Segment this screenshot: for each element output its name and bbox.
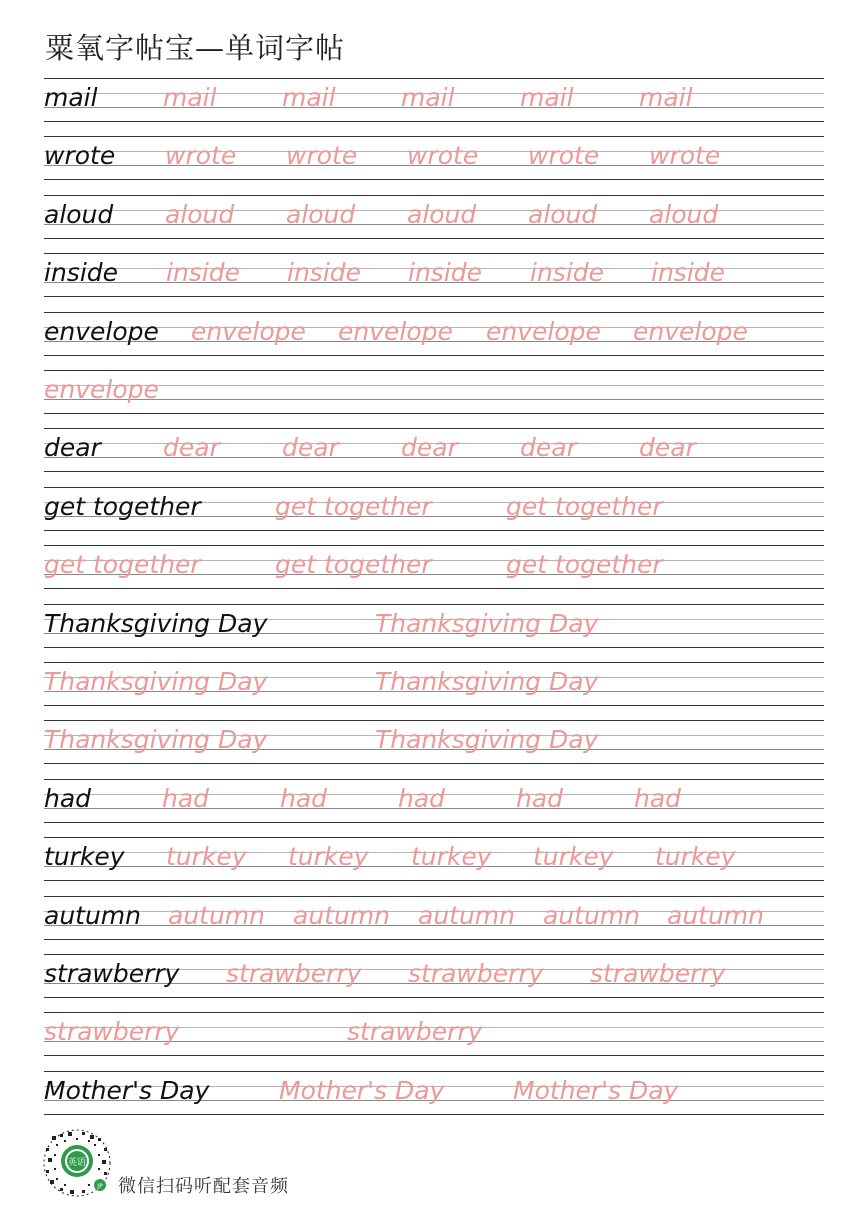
trace-word: had bbox=[162, 783, 210, 813]
trace-word: Mother's Day bbox=[513, 1075, 679, 1105]
row-bottom-line bbox=[44, 1055, 824, 1056]
trace-word: dear bbox=[282, 433, 339, 463]
row-mid-line bbox=[44, 385, 824, 386]
row-top-line bbox=[44, 720, 824, 721]
model-word: wrote bbox=[44, 141, 116, 171]
trace-word: Thanksgiving Day bbox=[375, 608, 599, 638]
trace-word: aloud bbox=[286, 199, 356, 229]
trace-word: mail bbox=[520, 83, 574, 112]
trace-word: turkey bbox=[411, 842, 492, 872]
row-bottom-line bbox=[44, 705, 824, 706]
row-top-line bbox=[44, 837, 824, 838]
trace-word: aloud bbox=[649, 199, 719, 229]
trace-word: had bbox=[634, 783, 682, 813]
row-bottom-line bbox=[44, 179, 824, 180]
trace-word: strawberry bbox=[347, 1017, 483, 1047]
trace-word: autumn bbox=[168, 900, 266, 930]
qr-caption: 微信扫码听配套音频 bbox=[118, 1176, 289, 1197]
trace-word: turkey bbox=[166, 842, 247, 872]
model-word: get together bbox=[44, 491, 201, 521]
trace-word: Mother's Day bbox=[279, 1075, 445, 1105]
trace-word: get together bbox=[275, 550, 432, 580]
trace-word: turkey bbox=[655, 842, 736, 872]
row-top-line bbox=[44, 545, 824, 546]
trace-word: envelope bbox=[486, 316, 601, 346]
trace-word: inside bbox=[651, 258, 726, 288]
trace-word: strawberry bbox=[408, 959, 544, 988]
trace-word: mail bbox=[401, 83, 455, 112]
row-bottom-line bbox=[44, 530, 824, 531]
trace-word: inside bbox=[166, 258, 241, 288]
trace-word: inside bbox=[287, 258, 362, 288]
row-bottom-line bbox=[44, 822, 824, 823]
row-top-line bbox=[44, 487, 824, 488]
row-bottom-line bbox=[44, 588, 824, 589]
trace-word: wrote bbox=[286, 141, 358, 171]
row-top-line bbox=[44, 1071, 824, 1072]
row-bottom-line bbox=[44, 763, 824, 764]
row-bottom-line bbox=[44, 471, 824, 472]
trace-word: strawberry bbox=[590, 959, 726, 988]
svg-text:JP: JP bbox=[97, 1183, 103, 1190]
trace-word: wrote bbox=[407, 141, 479, 171]
trace-word: inside bbox=[408, 258, 483, 288]
trace-word: strawberry bbox=[226, 959, 362, 988]
trace-word: aloud bbox=[407, 199, 477, 229]
trace-word: wrote bbox=[649, 141, 721, 171]
row-top-line bbox=[44, 136, 824, 137]
trace-word: autumn bbox=[293, 900, 391, 930]
row-bottom-line bbox=[44, 647, 824, 648]
trace-word: wrote bbox=[528, 141, 600, 171]
trace-word: autumn bbox=[667, 900, 765, 930]
trace-word: get together bbox=[506, 550, 663, 580]
model-word: mail bbox=[44, 83, 98, 112]
model-word: turkey bbox=[44, 842, 125, 872]
row-bottom-line bbox=[44, 413, 824, 414]
trace-word: had bbox=[516, 783, 564, 813]
row-bottom-line bbox=[44, 296, 824, 297]
trace-word: inside bbox=[530, 258, 605, 288]
trace-word: had bbox=[280, 783, 328, 813]
trace-word: autumn bbox=[418, 900, 516, 930]
trace-word: envelope bbox=[191, 316, 306, 346]
trace-word: Thanksgiving Day bbox=[375, 725, 599, 755]
trace-word: wrote bbox=[165, 141, 237, 171]
model-word: Thanksgiving Day bbox=[44, 608, 268, 638]
trace-word: mail bbox=[163, 83, 217, 112]
model-word: strawberry bbox=[44, 959, 180, 988]
model-word: envelope bbox=[44, 316, 159, 346]
trace-word: dear bbox=[401, 433, 458, 463]
row-top-line bbox=[44, 779, 824, 780]
trace-word: envelope bbox=[44, 375, 159, 404]
row-top-line bbox=[44, 428, 824, 429]
row-top-line bbox=[44, 312, 824, 313]
trace-word: Thanksgiving Day bbox=[44, 725, 268, 755]
trace-word: dear bbox=[520, 433, 577, 463]
row-bottom-line bbox=[44, 997, 824, 998]
trace-word: aloud bbox=[528, 199, 598, 229]
row-top-line bbox=[44, 604, 824, 605]
row-top-line bbox=[44, 195, 824, 196]
trace-word: turkey bbox=[288, 842, 369, 872]
row-top-line bbox=[44, 253, 824, 254]
trace-word: get together bbox=[44, 550, 201, 580]
page-title: 粟氧字帖宝—单词字帖 bbox=[45, 31, 346, 65]
trace-word: turkey bbox=[533, 842, 614, 872]
row-top-line bbox=[44, 954, 824, 955]
row-top-line bbox=[44, 370, 824, 371]
model-word: aloud bbox=[44, 199, 114, 229]
trace-word: mail bbox=[282, 83, 336, 112]
row-bottom-line bbox=[44, 1114, 824, 1115]
row-bottom-line bbox=[44, 238, 824, 239]
trace-word: aloud bbox=[165, 199, 235, 229]
row-top-line bbox=[44, 78, 824, 79]
trace-word: dear bbox=[163, 433, 220, 463]
model-word: inside bbox=[44, 258, 119, 288]
trace-word: had bbox=[398, 783, 446, 813]
trace-word: dear bbox=[639, 433, 696, 463]
trace-word: get together bbox=[275, 491, 432, 521]
row-top-line bbox=[44, 896, 824, 897]
trace-word: Thanksgiving Day bbox=[375, 667, 599, 696]
model-word: dear bbox=[44, 433, 101, 463]
row-base-line bbox=[44, 399, 824, 400]
trace-word: envelope bbox=[338, 316, 453, 346]
trace-word: envelope bbox=[633, 316, 748, 346]
trace-word: autumn bbox=[543, 900, 641, 930]
model-word: had bbox=[44, 783, 92, 813]
model-word: autumn bbox=[44, 900, 142, 930]
trace-word: Thanksgiving Day bbox=[44, 667, 268, 696]
row-bottom-line bbox=[44, 939, 824, 940]
model-word: Mother's Day bbox=[44, 1075, 210, 1105]
qr-badge-label: 英语 bbox=[67, 1158, 87, 1168]
row-bottom-line bbox=[44, 355, 824, 356]
qr-code[interactable] bbox=[42, 1128, 112, 1198]
trace-word: mail bbox=[639, 83, 693, 112]
row-top-line bbox=[44, 662, 824, 663]
trace-word: strawberry bbox=[44, 1017, 180, 1047]
row-bottom-line bbox=[44, 121, 824, 122]
row-bottom-line bbox=[44, 880, 824, 881]
trace-word: get together bbox=[506, 491, 663, 521]
row-top-line bbox=[44, 1012, 824, 1013]
